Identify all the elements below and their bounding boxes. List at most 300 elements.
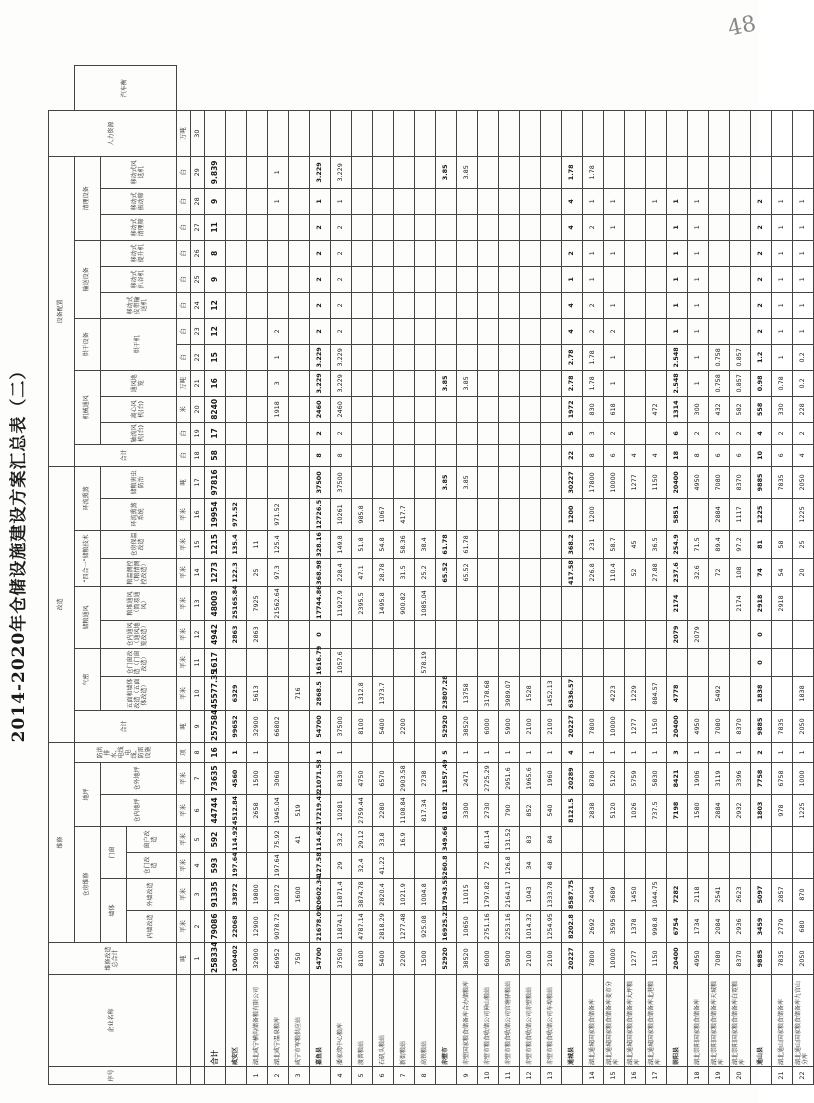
unit-cell: 台	[177, 240, 191, 266]
table-cell	[226, 318, 247, 344]
table-cell	[688, 586, 709, 620]
table-cell	[352, 344, 373, 370]
col-index-cell: 5	[191, 827, 205, 853]
row-company-name: 赤壁市粮食收储公司官塘驿粮站	[499, 975, 520, 1067]
table-cell	[499, 240, 520, 266]
table-cell	[352, 648, 373, 676]
table-cell	[709, 214, 730, 240]
table-cell: 1617	[205, 648, 226, 676]
table-cell	[772, 853, 793, 879]
table-cell: 131.52	[499, 827, 520, 853]
table-cell: 2404	[583, 879, 604, 911]
table-cell: 21562.64	[268, 586, 289, 620]
table-cell: 41.22	[373, 853, 394, 879]
table-cell: 8	[205, 240, 226, 266]
table-cell: 9	[205, 188, 226, 214]
table-cell: 1	[331, 188, 352, 214]
table-cell: 122.3	[226, 558, 247, 586]
table-cell	[457, 827, 478, 853]
table-cell: 1314	[667, 396, 688, 422]
col-index-cell: 8	[191, 742, 205, 762]
table-cell: 2118	[688, 879, 709, 911]
table-cell: 1	[604, 188, 625, 214]
table-cell: 1	[772, 292, 793, 318]
table-cell: 58.36	[394, 530, 415, 558]
table-cell	[478, 558, 499, 586]
table-cell: 8	[331, 444, 352, 466]
table-cell: 125.4	[268, 530, 289, 558]
unit-cell: 项	[177, 742, 191, 762]
table-cell	[772, 498, 793, 530]
table-cell: 1	[667, 240, 688, 266]
table-cell	[352, 240, 373, 266]
table-cell: 4	[751, 422, 772, 444]
table-cell: 7835	[772, 466, 793, 498]
table-cell	[541, 344, 562, 370]
table-cell	[730, 318, 751, 344]
table-cell: 1277	[625, 943, 646, 975]
table-cell: 1	[688, 240, 709, 266]
table-cell: 1229	[625, 676, 646, 710]
table-cell	[478, 466, 499, 498]
table-cell	[499, 586, 520, 620]
table-cell: 29.12	[352, 827, 373, 853]
table-cell: 19954	[205, 498, 226, 530]
table-cell	[667, 156, 688, 188]
table-cell	[457, 240, 478, 266]
table-cell	[457, 396, 478, 422]
table-cell: 22	[562, 444, 583, 466]
col-index-cell: 20	[191, 396, 205, 422]
row-seq: 12	[520, 1067, 541, 1085]
col-index-blank	[191, 1067, 205, 1085]
table-cell	[268, 676, 289, 710]
table-cell: 349.66	[436, 827, 457, 853]
table-cell	[709, 266, 730, 292]
table-cell: 20227	[562, 710, 583, 742]
table-cell: 99652	[226, 710, 247, 742]
row-company-name: 咸宁市军粮供应站	[289, 975, 310, 1067]
table-cell: 2	[268, 318, 289, 344]
table-cell: 2932	[730, 795, 751, 827]
table-cell	[583, 111, 604, 156]
table-cell: 228	[793, 396, 814, 422]
table-cell	[373, 620, 394, 648]
table-cell: 5400	[373, 710, 394, 742]
table-cell	[226, 444, 247, 466]
table-cell	[352, 370, 373, 396]
table-cell: 3300	[457, 795, 478, 827]
row-seq: 15	[604, 1067, 625, 1085]
table-cell: 19800	[247, 879, 268, 911]
table-cell: 6336.57	[562, 676, 583, 710]
header-vent: 储粮通风	[75, 586, 101, 648]
row-company-name: 湖北咸宁温泉粮库	[268, 975, 289, 1067]
table-cell: 1906	[688, 763, 709, 795]
table-cell: 0.2	[793, 370, 814, 396]
table-cell	[247, 422, 268, 444]
table-cell: 680	[793, 911, 814, 943]
table-cell: 2174	[667, 586, 688, 620]
header-transport: 输送设备	[75, 240, 101, 318]
total-row	[205, 66, 226, 1085]
table-cell	[373, 240, 394, 266]
table-cell: 1225	[793, 498, 814, 530]
table-cell: 17219.42	[310, 795, 331, 827]
table-cell: 2820.4	[373, 879, 394, 911]
table-cell: 1	[793, 266, 814, 292]
table-cell: 7080	[709, 466, 730, 498]
table-cell	[499, 318, 520, 344]
header-four-tech: “四合一”储粮技术	[75, 530, 101, 586]
table-cell: 34	[520, 853, 541, 879]
table-cell	[457, 422, 478, 444]
table-cell: 1000	[793, 763, 814, 795]
unit-cell: 台	[177, 318, 191, 344]
table-cell: 6	[730, 444, 751, 466]
table-cell: 4750	[352, 763, 373, 795]
col-index-cell: 28	[191, 188, 205, 214]
table-cell: 11	[247, 530, 268, 558]
table-cell	[541, 156, 562, 188]
table-cell: 10	[751, 444, 772, 466]
table-cell: 1	[772, 188, 793, 214]
table-cell: 237.6	[667, 558, 688, 586]
table-cell	[562, 648, 583, 676]
table-cell: 2	[331, 240, 352, 266]
table-cell: 32.4	[352, 853, 373, 879]
table-cell	[625, 266, 646, 292]
table-cell	[541, 466, 562, 498]
table-cell: 228.4	[331, 558, 352, 586]
table-cell	[541, 111, 562, 156]
table-cell: 2692	[583, 911, 604, 943]
table-cell: 7800	[583, 943, 604, 975]
table-cell: 1	[268, 156, 289, 188]
table-cell	[352, 620, 373, 648]
header-total: 维修改造总合计	[49, 943, 177, 975]
table-cell: 2936	[730, 911, 751, 943]
col-index-cell: 12	[191, 620, 205, 648]
table-row	[331, 66, 352, 1085]
table-cell: 2857	[772, 879, 793, 911]
table-cell	[394, 156, 415, 188]
table-cell	[373, 344, 394, 370]
table-cell: 45577.35	[205, 676, 226, 710]
summary-table	[48, 65, 814, 1085]
table-cell	[520, 240, 541, 266]
table-cell: 2	[331, 292, 352, 318]
table-cell: 28.78	[373, 558, 394, 586]
table-cell	[793, 156, 814, 188]
col-index-blank	[191, 975, 205, 1067]
table-cell: 1004.8	[415, 879, 436, 911]
table-cell	[436, 111, 457, 156]
table-cell	[373, 292, 394, 318]
table-cell: 2	[793, 422, 814, 444]
table-cell: 2	[772, 422, 793, 444]
table-cell	[394, 466, 415, 498]
table-cell: 41	[289, 827, 310, 853]
table-cell: 6754	[667, 911, 688, 943]
table-cell: 1	[772, 344, 793, 370]
table-cell: 5900	[499, 710, 520, 742]
table-cell: 33872	[226, 879, 247, 911]
table-cell: 7080	[709, 943, 730, 975]
header-fumigation: 环流熏蒸	[75, 466, 101, 530]
table-cell	[730, 214, 751, 240]
table-cell	[436, 266, 457, 292]
table-cell	[394, 370, 415, 396]
table-cell: 0	[751, 620, 772, 648]
table-cell: 6	[709, 444, 730, 466]
table-cell: 12	[205, 318, 226, 344]
table-cell	[520, 111, 541, 156]
table-cell: 1450	[625, 879, 646, 911]
row-seq: 14	[583, 1067, 604, 1085]
table-cell: 2751.16	[478, 911, 499, 943]
table-cell	[478, 620, 499, 648]
table-cell: 3.85	[457, 370, 478, 396]
table-cell: 4223	[604, 676, 625, 710]
table-cell: 5759	[625, 763, 646, 795]
table-cell	[772, 676, 793, 710]
table-cell	[457, 188, 478, 214]
table-cell: 3689	[604, 879, 625, 911]
header-clean: 清理设备	[75, 156, 101, 240]
row-company-name: 湖北崇阳国家粮食储备库	[688, 975, 709, 1067]
header-mech-vent: 机械通风	[75, 370, 101, 444]
table-cell	[289, 422, 310, 444]
table-cell	[415, 214, 436, 240]
table-cell	[226, 422, 247, 444]
table-cell	[478, 444, 499, 466]
table-cell	[415, 742, 436, 762]
table-cell	[478, 422, 499, 444]
table-cell: 54700	[310, 943, 331, 975]
table-cell: 10000	[604, 466, 625, 498]
table-cell	[709, 240, 730, 266]
table-cell	[709, 318, 730, 344]
table-cell: 52920	[436, 710, 457, 742]
table-cell: 1	[793, 188, 814, 214]
table-cell: 716	[289, 676, 310, 710]
table-cell	[289, 240, 310, 266]
table-cell: 16.9	[394, 827, 415, 853]
table-cell: 22068	[226, 911, 247, 943]
table-cell: 6000	[478, 710, 499, 742]
table-cell: 3.85	[436, 370, 457, 396]
header-ground-out: 仓外地坪	[101, 763, 177, 795]
table-cell	[268, 240, 289, 266]
table-cell	[520, 344, 541, 370]
table-cell: 30227	[562, 466, 583, 498]
table-cell: 4778	[667, 676, 688, 710]
unit-cell: 平米	[177, 827, 191, 853]
unit-cell: 平米	[177, 795, 191, 827]
table-cell: 2253.16	[499, 911, 520, 943]
table-cell: 2	[751, 292, 772, 318]
table-cell: 20227	[562, 943, 583, 975]
row-company-name: 湖北通城国家粮食储备库北港粮库	[646, 975, 667, 1067]
table-cell	[394, 266, 415, 292]
table-cell	[667, 648, 688, 676]
table-cell	[478, 111, 499, 156]
table-cell: 61.78	[457, 530, 478, 558]
table-cell	[415, 444, 436, 466]
col-index-cell: 9	[191, 710, 205, 742]
row-seq: 16	[625, 1067, 646, 1085]
table-cell: 2100	[541, 943, 562, 975]
table-cell	[289, 620, 310, 648]
table-cell: 4950	[688, 943, 709, 975]
row-seq	[310, 1067, 331, 1085]
table-cell	[247, 827, 268, 853]
col-index-cell: 30	[191, 111, 205, 156]
table-cell	[772, 620, 793, 648]
table-cell	[394, 620, 415, 648]
table-cell: 20400	[667, 943, 688, 975]
table-cell: 8	[310, 444, 331, 466]
table-cell	[730, 620, 751, 648]
table-cell: 8421	[667, 763, 688, 795]
table-cell	[625, 292, 646, 318]
table-cell: 2	[310, 292, 331, 318]
table-cell	[751, 853, 772, 879]
table-cell	[226, 214, 247, 240]
table-cell: 582	[730, 396, 751, 422]
table-cell: 1	[688, 188, 709, 214]
table-cell	[625, 620, 646, 648]
table-cell	[667, 111, 688, 156]
unit-cell: 平米	[177, 879, 191, 911]
table-cell: 1972	[562, 396, 583, 422]
table-cell: 2884	[709, 795, 730, 827]
table-cell	[541, 240, 562, 266]
table-cell: 1	[268, 188, 289, 214]
table-cell: 2725.29	[478, 763, 499, 795]
header-ground-in: 仓内地坪	[101, 795, 177, 827]
table-cell	[688, 648, 709, 676]
table-cell: 4950	[688, 710, 709, 742]
unit-row	[177, 66, 191, 1085]
table-cell: 8780	[583, 763, 604, 795]
group-row	[226, 66, 247, 1085]
table-cell: 1150	[646, 943, 667, 975]
table-cell	[352, 156, 373, 188]
table-cell: 7835	[772, 710, 793, 742]
table-cell	[331, 111, 352, 156]
table-cell: 97.3	[268, 558, 289, 586]
table-cell: 1	[688, 214, 709, 240]
row-seq: 18	[688, 1067, 709, 1085]
table-cell	[478, 214, 499, 240]
row-seq: 13	[541, 1067, 562, 1085]
table-cell: 4	[625, 444, 646, 466]
table-cell: 5830	[646, 763, 667, 795]
table-cell	[226, 370, 247, 396]
table-cell: 17744.86	[310, 586, 331, 620]
row-company-name: 石矶头粮站	[373, 975, 394, 1067]
row-seq	[436, 1067, 457, 1085]
table-cell	[541, 422, 562, 444]
table-cell	[478, 498, 499, 530]
table-body	[205, 66, 814, 1085]
table-cell: 0.98	[751, 370, 772, 396]
table-cell	[373, 214, 394, 240]
table-cell: 1	[688, 344, 709, 370]
table-cell: 2541	[709, 879, 730, 911]
table-cell: 7758	[751, 763, 772, 795]
table-cell: 8130	[331, 763, 352, 795]
table-cell: 37500	[331, 466, 352, 498]
table-cell: 89.4	[709, 530, 730, 558]
table-cell: 45	[625, 530, 646, 558]
table-cell	[478, 344, 499, 370]
table-cell: 29	[331, 853, 352, 879]
table-cell: 2174	[730, 586, 751, 620]
table-cell: 10650	[457, 911, 478, 943]
table-cell	[289, 498, 310, 530]
table-cell	[709, 853, 730, 879]
table-cell: 2050	[793, 466, 814, 498]
table-cell	[352, 742, 373, 762]
table-cell	[226, 344, 247, 370]
table-cell: 1960	[541, 763, 562, 795]
table-cell: 8370	[730, 943, 751, 975]
table-cell	[247, 466, 268, 498]
header-temp-1: 粮温测控（粮情测控改造）	[101, 558, 177, 586]
col-index-cell: 29	[191, 156, 205, 188]
table-cell: 2200	[394, 943, 415, 975]
table-cell: 2623	[730, 879, 751, 911]
table-cell	[415, 188, 436, 214]
table-cell: 2	[310, 240, 331, 266]
table-cell: 2	[751, 188, 772, 214]
table-cell	[373, 266, 394, 292]
table-cell: 37500	[331, 943, 352, 975]
table-cell	[751, 111, 772, 156]
table-cell	[373, 422, 394, 444]
table-cell: 36.5	[646, 530, 667, 558]
unit-blank	[177, 1067, 191, 1085]
table-cell	[520, 586, 541, 620]
table-cell: 1200	[562, 498, 583, 530]
table-cell	[604, 586, 625, 620]
table-cell: 2	[331, 214, 352, 240]
unit-cell: 台	[177, 344, 191, 370]
table-cell: 1254.95	[541, 911, 562, 943]
header-vent-a: 轴流风机(台)	[101, 422, 177, 444]
table-cell: 9.839	[205, 156, 226, 188]
table-cell: 18072	[268, 879, 289, 911]
col-index-cell: 27	[191, 214, 205, 240]
table-cell: 1616.79	[310, 648, 331, 676]
table-cell: 1312.8	[352, 676, 373, 710]
col-index-cell: 7	[191, 763, 205, 795]
row-seq: 19	[709, 1067, 730, 1085]
table-cell	[415, 710, 436, 742]
table-cell: 2050	[793, 943, 814, 975]
table-cell: 21071.58	[310, 763, 331, 795]
table-cell: 5851	[667, 498, 688, 530]
table-cell: 817.34	[415, 795, 436, 827]
table-cell	[520, 466, 541, 498]
table-cell	[688, 498, 709, 530]
header-trans-a: 移动式皮带输送机	[101, 292, 177, 318]
table-cell	[562, 111, 583, 156]
table-cell: 72	[478, 853, 499, 879]
